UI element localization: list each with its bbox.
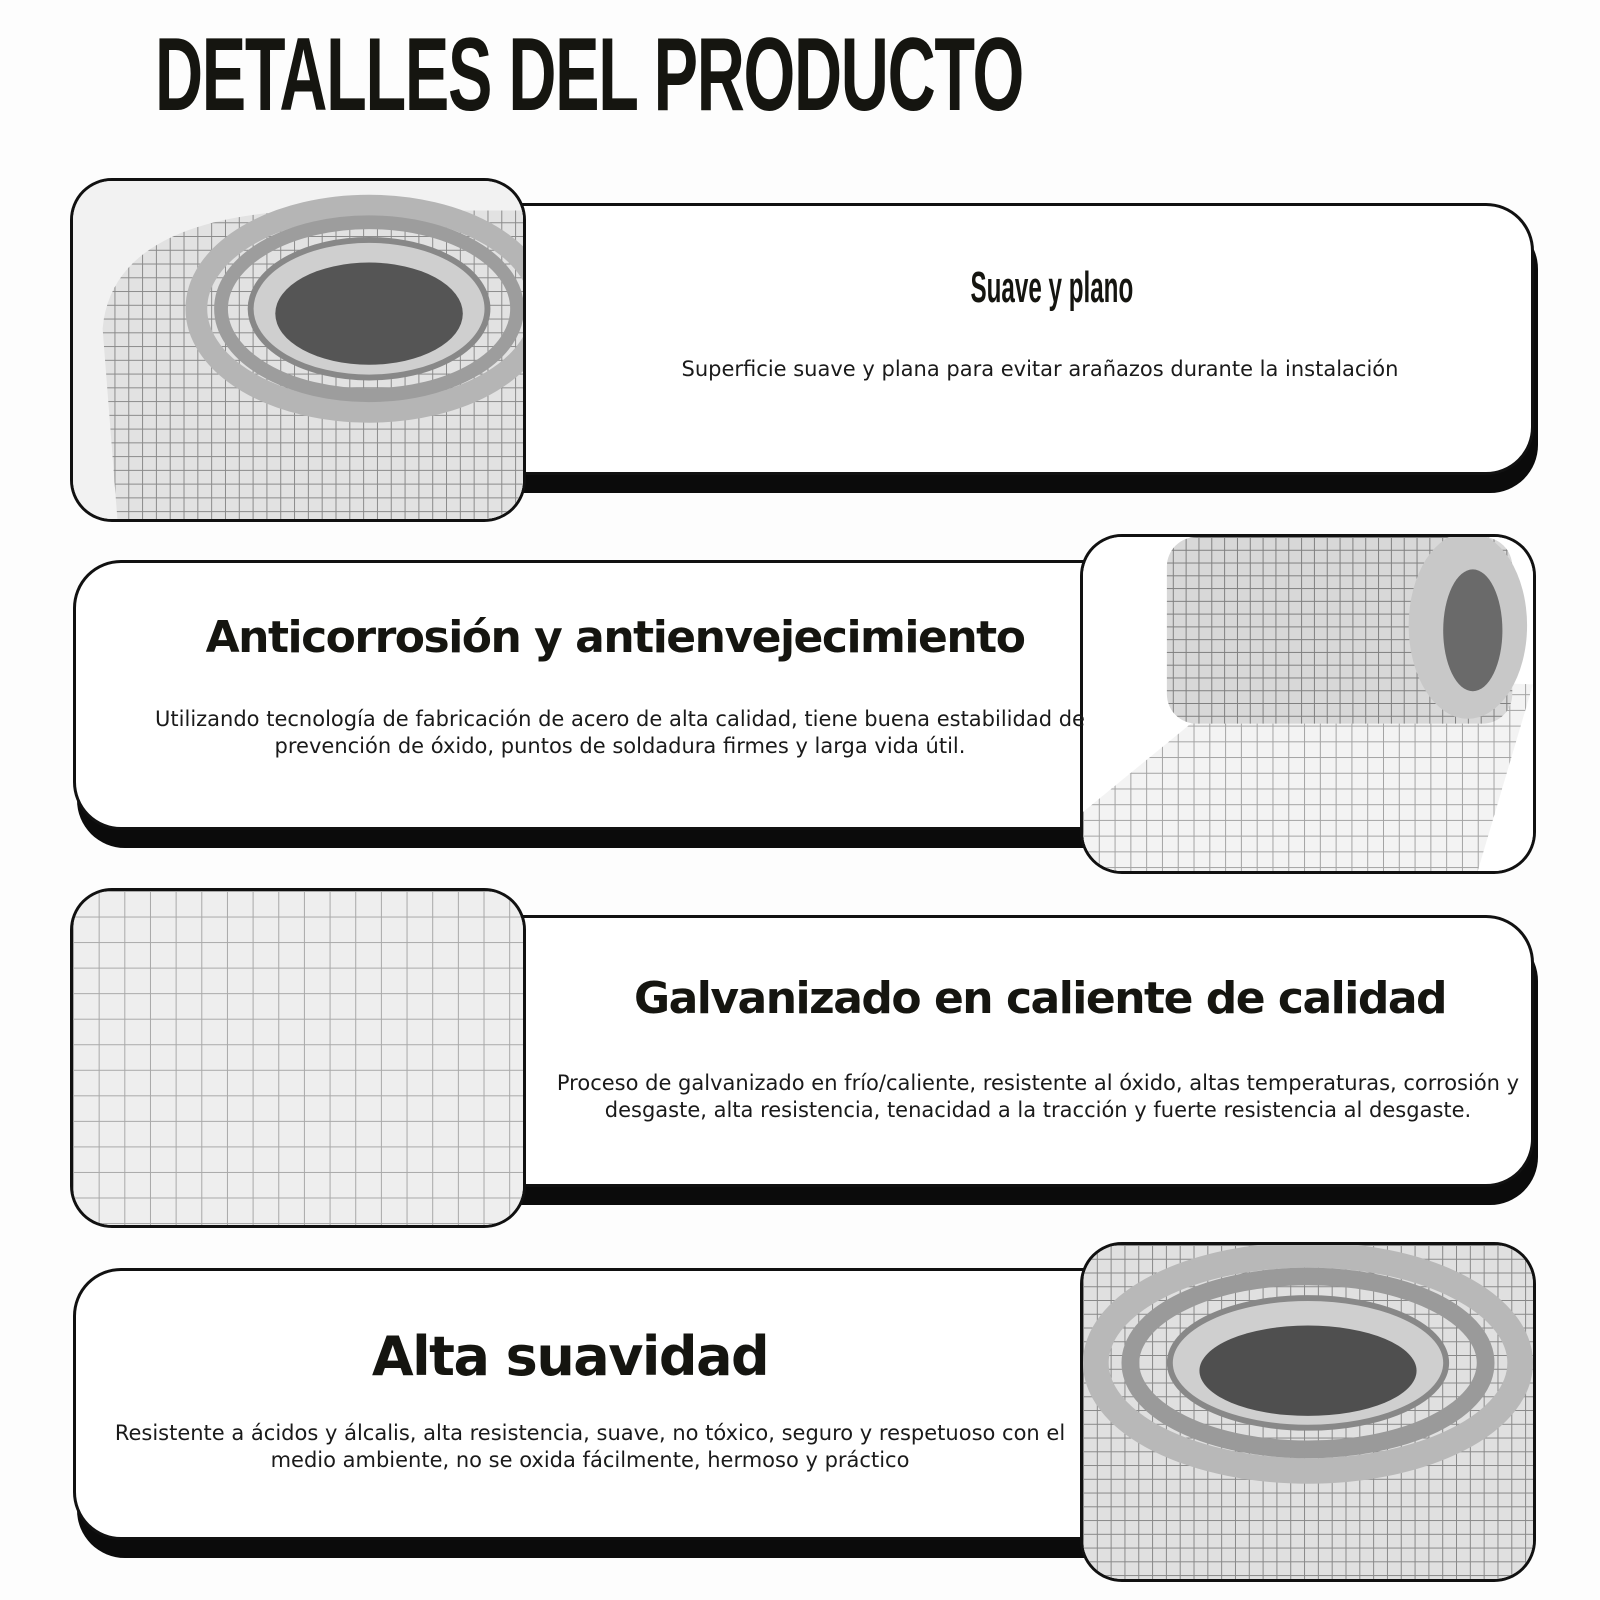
mesh-roll-photo bbox=[70, 178, 526, 522]
feature-card-galvanized bbox=[418, 915, 1534, 1187]
wire-mesh-roll-icon bbox=[1083, 1245, 1533, 1579]
feature-card-smooth-flat bbox=[418, 203, 1534, 475]
feature-description: Utilizando tecnología de fabricación de acero de alta calidad, tiene buena estabilidad de prevención de óxido, puntos de soldadura firmes y larga vida útil. bbox=[155, 707, 1085, 758]
wire-mesh-flat-icon bbox=[73, 891, 523, 1225]
feature-card-high-smoothness bbox=[73, 1268, 1163, 1540]
feature-title: Galvanizado en caliente de calidad bbox=[633, 973, 1447, 1024]
mesh-roll-photo bbox=[1080, 1242, 1536, 1582]
feature-description: Proceso de galvanizado en frío/caliente, resistente al óxido, altas temperaturas, corrosión y desgaste, alta resistencia, tenacidad a la tracción y fuerte resistencia al desgaste. bbox=[556, 1071, 1520, 1122]
wire-mesh-unrolled-icon bbox=[1083, 537, 1533, 871]
mesh-flat-photo bbox=[70, 888, 526, 1228]
wire-mesh-roll-icon bbox=[73, 181, 523, 519]
feature-description: Resistente a ácidos y álcalis, alta resistencia, suave, no tóxico, seguro y respetuoso con el medio ambiente, no se oxida fácilmente, hermoso y práctico bbox=[114, 1421, 1066, 1472]
mesh-unrolled-photo bbox=[1080, 534, 1536, 874]
feature-title: Alta suavidad bbox=[371, 1325, 769, 1388]
feature-description: Superficie suave y plana para evitar arañazos durante la instalación bbox=[681, 357, 1399, 381]
feature-title: Anticorrosión y antienvejecimiento bbox=[205, 612, 1025, 663]
feature-title: Suave y plano bbox=[970, 263, 1134, 312]
feature-card-anticorrosion bbox=[73, 560, 1163, 830]
page-title: DETALLES DEL PRODUCTO bbox=[155, 17, 1024, 133]
